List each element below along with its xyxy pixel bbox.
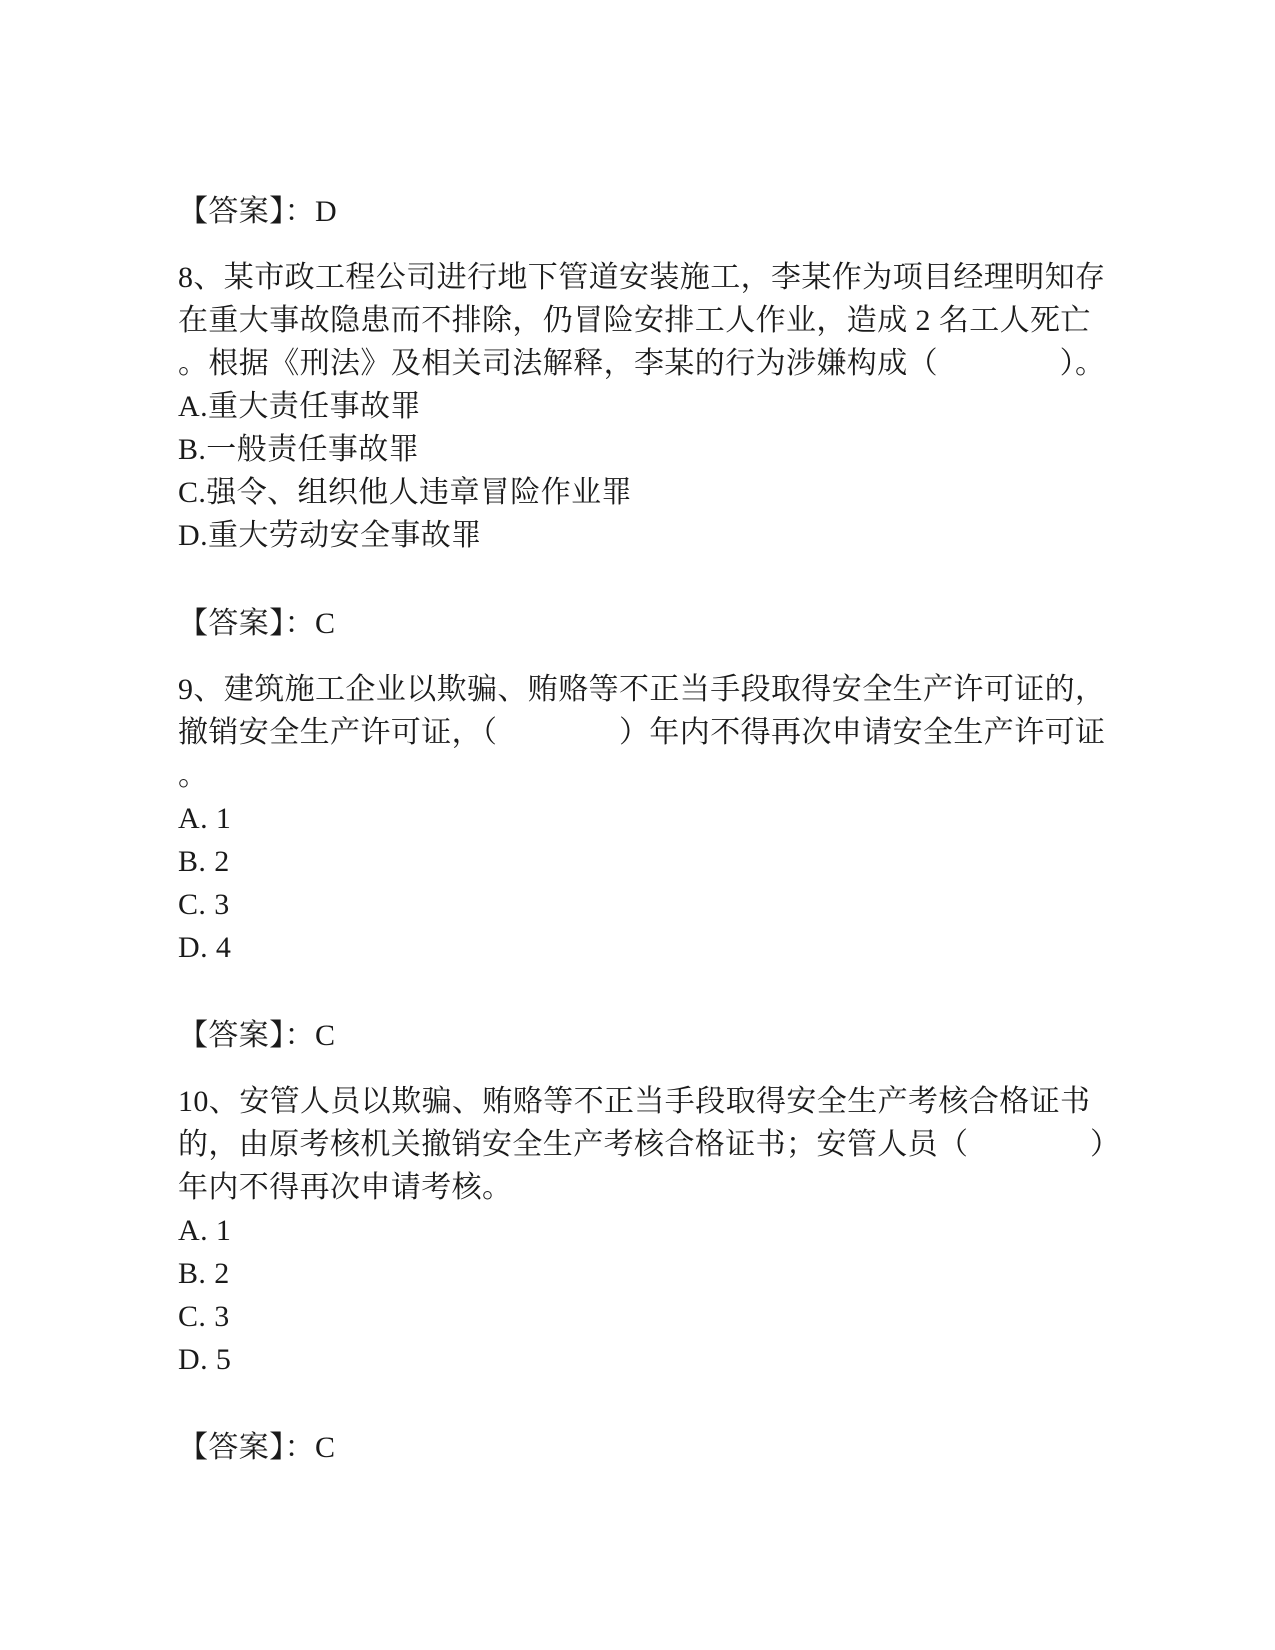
answer-value-q8: C: [315, 607, 336, 640]
question-10-option-d: D. 5: [178, 1343, 232, 1376]
question-8: [178, 256, 1190, 557]
answer-line-q9: [178, 1014, 1190, 1057]
question-10-stem-line-2: 的，由原考核机关撤销安全生产考核合格证书；安管人员（ ）: [178, 1128, 1121, 1161]
answer-label: 【答案】：: [178, 607, 315, 640]
answer-line-q10: [178, 1426, 1190, 1469]
question-9-option-d: D. 4: [178, 931, 232, 964]
question-9-option-c: C. 3: [178, 888, 230, 921]
answer-value-q9: C: [315, 1019, 336, 1052]
question-8-option-a: A.重大责任事故罪: [178, 390, 421, 423]
answer-line-q7: [178, 190, 1190, 233]
question-10-option-a: A. 1: [178, 1214, 232, 1247]
question-8-stem-line-2: 在重大事故隐患而不排除，仍冒险安排工人作业，造成 2 名工人死亡: [178, 304, 1091, 337]
answer-value-q7: D: [315, 195, 338, 228]
question-9-option-b: B. 2: [178, 845, 230, 878]
answer-label: 【答案】：: [178, 1431, 315, 1464]
answer-label: 【答案】：: [178, 1019, 315, 1052]
answer-line-q8: [178, 602, 1190, 645]
question-8-option-d: D.重大劳动安全事故罪: [178, 519, 482, 552]
question-8-stem-line-1: 8、某市政工程公司进行地下管道安装施工，李某作为项目经理明知存: [178, 261, 1106, 294]
answer-value-q10: C: [315, 1431, 336, 1464]
question-8-stem-line-3: 。根据《刑法》及相关司法解释，李某的行为涉嫌构成（ ）。: [178, 347, 1106, 380]
question-9-option-a: A. 1: [178, 802, 232, 835]
question-10-stem-line-1: 10、安管人员以欺骗、贿赂等不正当手段取得安全生产考核合格证书: [178, 1085, 1091, 1118]
question-10-stem-line-3: 年内不得再次申请考核。: [178, 1171, 513, 1204]
question-9-stem-line-2: 撤销安全生产许可证，（ ）年内不得再次申请安全生产许可证: [178, 716, 1106, 749]
question-10-option-c: C. 3: [178, 1300, 230, 1333]
question-9-stem-line-3: 。: [178, 759, 209, 792]
question-10: [178, 1080, 1190, 1381]
question-9-stem-line-1: 9、建筑施工企业以欺骗、贿赂等不正当手段取得安全生产许可证的，: [178, 673, 1106, 706]
question-9: [178, 668, 1190, 969]
question-8-option-c: C.强令、组织他人违章冒险作业罪: [178, 476, 632, 509]
answer-label: 【答案】：: [178, 195, 315, 228]
question-10-option-b: B. 2: [178, 1257, 230, 1290]
question-8-option-b: B.一般责任事故罪: [178, 433, 420, 466]
